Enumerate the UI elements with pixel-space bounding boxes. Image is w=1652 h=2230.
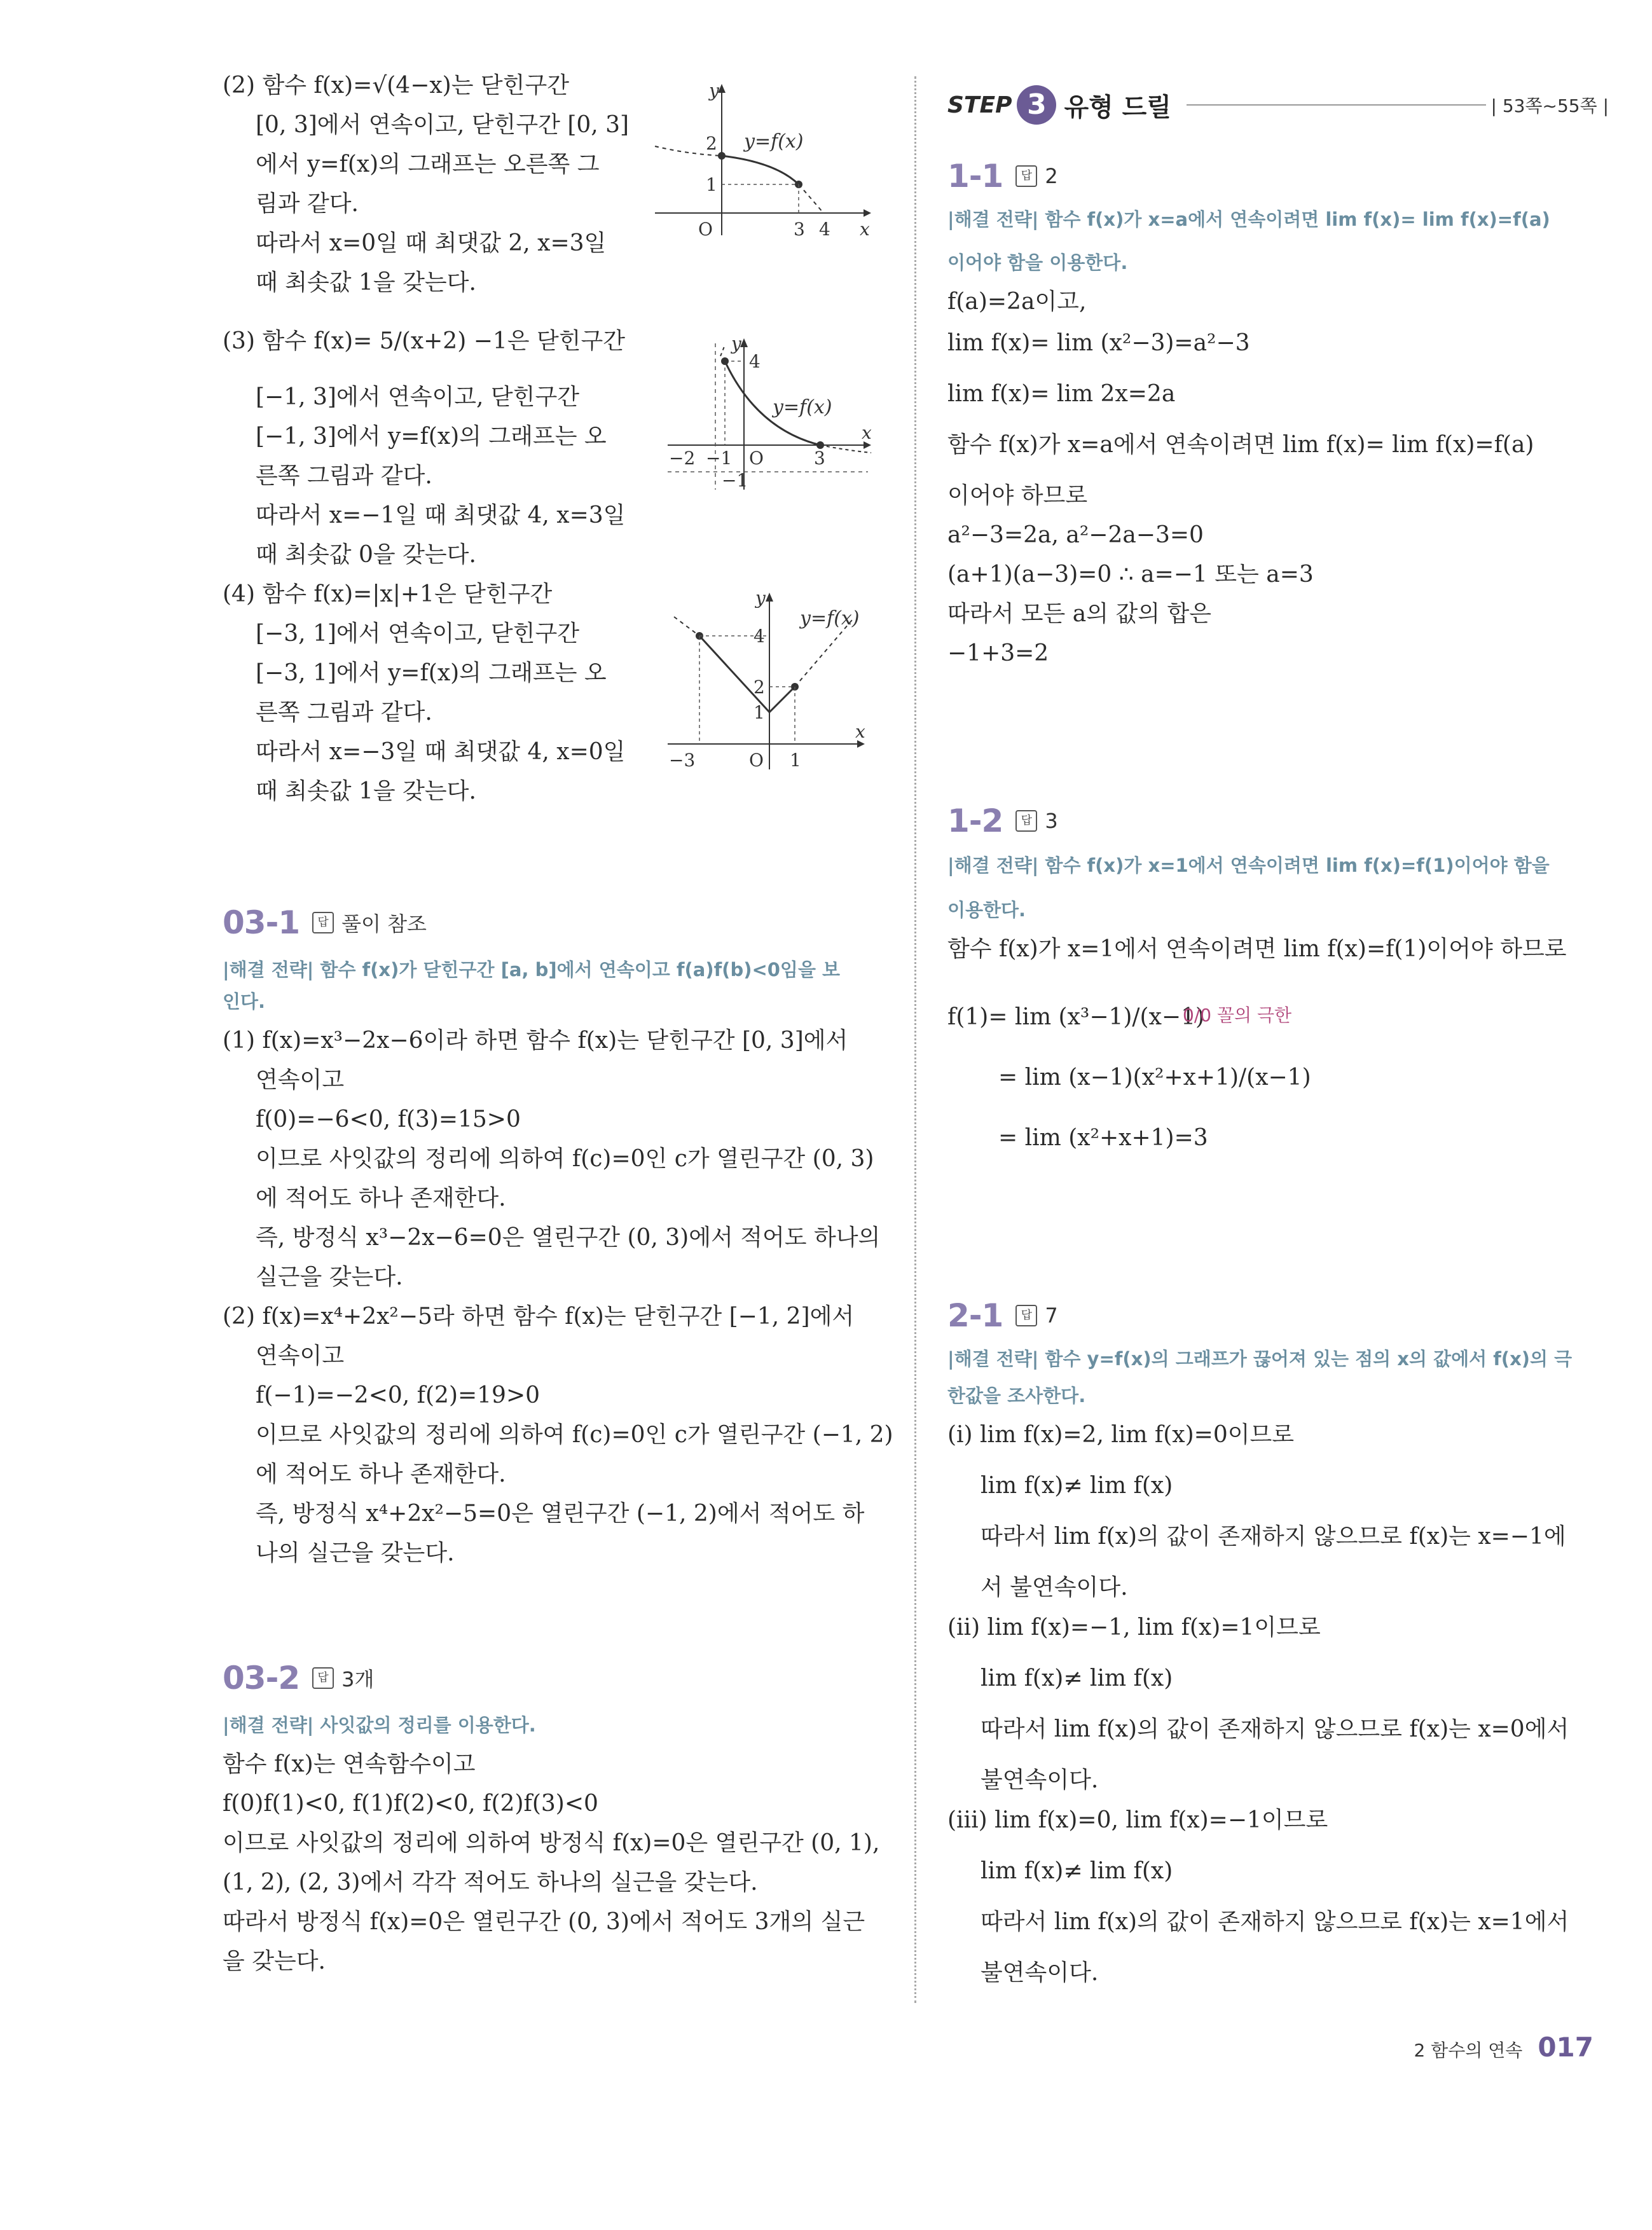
strategy-line-1: |해결 전략| 함수 f(x)가 x=1에서 연속이려면 lim f(x)=f(1)이어야 함을 bbox=[947, 855, 1550, 876]
s11-line-9: −1+3=2 bbox=[947, 640, 1049, 666]
strategy-line-2: 한값을 조사한다. bbox=[947, 1385, 1086, 1407]
s032-line-2: f(0)f(1)<0, f(1)f(2)<0, f(2)f(3)<0 bbox=[223, 1791, 598, 1817]
s11-line-6: a²−3=2a, a²−2a−3=0 bbox=[947, 522, 1204, 548]
tick-4: 4 bbox=[749, 351, 761, 372]
s032-line-1: 함수 f(x)는 연속함수이고 bbox=[223, 1751, 476, 1777]
x-axis-label: x bbox=[855, 721, 865, 742]
s031-line-7: 실근을 갖는다. bbox=[256, 1264, 403, 1290]
s21-line-5: (ii) lim f(x)=−1, lim f(x)=1이므로 bbox=[947, 1614, 1321, 1641]
s12-line-4: = lim (x²+x+1)=3 bbox=[998, 1125, 1208, 1151]
strategy-line-2: 이어야 함을 이용한다. bbox=[947, 252, 1128, 273]
tick-1-x: 1 bbox=[790, 750, 801, 771]
answer-value: 3개 bbox=[341, 1667, 375, 1691]
s21-line-3: 따라서 lim f(x)의 값이 존재하지 않으므로 f(x)는 x=−1에 bbox=[981, 1524, 1566, 1550]
p4-line-2: [−3, 1]에서 연속이고, 닫힌구간 bbox=[256, 621, 580, 647]
s21-line-12: 불연속이다. bbox=[981, 1960, 1099, 1986]
s031-line-8: (2) f(x)=x⁴+2x²−5라 하면 함수 f(x)는 닫힌구간 [−1, 2]에서 bbox=[223, 1304, 855, 1330]
step-header bbox=[947, 83, 1609, 127]
p4-line-6: 때 최솟값 1을 갖는다. bbox=[256, 778, 476, 804]
answer-icon: 답 bbox=[312, 1667, 334, 1689]
s21-line-9: (iii) lim f(x)=0, lim f(x)=−1이므로 bbox=[947, 1807, 1328, 1833]
tick-minus-3: −3 bbox=[669, 750, 696, 771]
limit-form-note: 0/0 꼴의 극한 bbox=[1183, 1005, 1292, 1026]
p2-line-3: 에서 y=f(x)의 그래프는 오른쪽 그 bbox=[256, 151, 600, 177]
p3-line-1: (3) 함수 f(x)= 5/(x+2) −1은 닫힌구간 bbox=[223, 328, 626, 354]
s031-line-14: 나의 실근을 갖는다. bbox=[256, 1540, 455, 1566]
tick-4: 4 bbox=[754, 626, 765, 647]
section-03-1-header bbox=[223, 904, 427, 941]
answer-value: 7 bbox=[1045, 1304, 1058, 1328]
strategy-line-1: |해결 전략| 함수 y=f(x)의 그래프가 끊어져 있는 점의 x의 값에서 f(x)의 극 bbox=[947, 1348, 1573, 1370]
p3-line-5: 따라서 x=−1일 때 최댓값 4, x=3일 bbox=[256, 502, 626, 528]
step-number-badge: 3 bbox=[1017, 85, 1056, 125]
s11-line-2: lim f(x)= lim (x²−3)=a²−3 bbox=[947, 330, 1250, 356]
s12-line-2: f(1)= lim (x³−1)/(x−1) bbox=[947, 1004, 1205, 1030]
answer-value: 2 bbox=[1045, 164, 1058, 188]
strategy-line-2: 이용한다. bbox=[947, 899, 1026, 921]
tick-2: 2 bbox=[754, 677, 765, 698]
tick-1: 1 bbox=[706, 174, 717, 195]
tick-minus-1: −1 bbox=[706, 448, 733, 469]
p2-line-2: [0, 3]에서 연속이고, 닫힌구간 [0, 3] bbox=[256, 112, 630, 138]
p4-line-4: 른쪽 그림과 같다. bbox=[256, 699, 432, 726]
s031-line-9: 연속이고 bbox=[256, 1343, 345, 1369]
page-number: 017 bbox=[1538, 2032, 1593, 2063]
answer-value: 풀이 참조 bbox=[341, 912, 427, 936]
s031-line-3: f(0)=−6<0, f(3)=15>0 bbox=[256, 1106, 521, 1132]
s11-line-5: 이어야 하므로 bbox=[947, 483, 1088, 509]
s21-line-6: lim f(x)≠ lim f(x) bbox=[981, 1665, 1173, 1691]
s12-line-3: = lim (x−1)(x²+x+1)/(x−1) bbox=[998, 1064, 1311, 1091]
tick-2: 2 bbox=[706, 133, 717, 154]
x-axis-label: x bbox=[862, 422, 872, 443]
tick-minus-1-y: −1 bbox=[722, 470, 748, 491]
s21-line-7: 따라서 lim f(x)의 값이 존재하지 않으므로 f(x)는 x=0에서 bbox=[981, 1716, 1569, 1742]
origin-label: O bbox=[698, 219, 713, 240]
y-axis-label: y bbox=[731, 333, 741, 354]
s031-line-10: f(−1)=−2<0, f(2)=19>0 bbox=[256, 1382, 540, 1408]
page-footer bbox=[1414, 2032, 1593, 2063]
s032-line-6: 을 갖는다. bbox=[223, 1948, 326, 1974]
step-title: 유형 드릴 bbox=[1064, 92, 1171, 122]
strategy-line-1: |해결 전략| 함수 f(x)가 x=a에서 연속이려면 lim f(x)= lim f(x)=f(a) bbox=[947, 209, 1550, 230]
s031-line-5: 에 적어도 하나 존재한다. bbox=[256, 1185, 506, 1211]
s21-line-8: 불연속이다. bbox=[981, 1767, 1099, 1793]
s12-line-1: 함수 f(x)가 x=1에서 연속이려면 lim f(x)=f(1)이어야 하므로 bbox=[947, 936, 1567, 962]
p2-line-4: 림과 같다. bbox=[256, 191, 359, 217]
answer-icon: 답 bbox=[1015, 165, 1037, 187]
graph-sqrt bbox=[649, 76, 878, 242]
s11-line-3: lim f(x)= lim 2x=2a bbox=[947, 381, 1176, 407]
y-axis-label: y bbox=[755, 588, 766, 609]
s21-line-1: (i) lim f(x)=2, lim f(x)=0이므로 bbox=[947, 1422, 1295, 1448]
p3-line-6: 때 최솟값 0을 갖는다. bbox=[256, 542, 476, 568]
section-number: 03-2 bbox=[223, 1660, 300, 1697]
p3-line-2: [−1, 3]에서 연속이고, 닫힌구간 bbox=[256, 384, 580, 410]
s031-line-13: 즉, 방정식 x⁴+2x²−5=0은 열린구간 (−1, 2)에서 적어도 하 bbox=[256, 1501, 865, 1527]
line-label: y=f(x) bbox=[800, 607, 860, 630]
tick-1: 1 bbox=[754, 702, 765, 723]
p2-line-1: (2) 함수 f(x)=√(4−x)는 닫힌구간 bbox=[223, 72, 570, 99]
origin-label: O bbox=[749, 750, 764, 771]
column-divider bbox=[914, 76, 916, 2003]
p2-line-5: 따라서 x=0일 때 최댓값 2, x=3일 bbox=[256, 230, 607, 256]
s031-line-1: (1) f(x)=x³−2x−6이라 하면 함수 f(x)는 닫힌구간 [0, 3]에서 bbox=[223, 1028, 848, 1054]
section-number: 03-1 bbox=[223, 904, 300, 941]
s032-line-4: (1, 2), (2, 3)에서 각각 적어도 하나의 실근을 갖는다. bbox=[223, 1869, 758, 1896]
origin-label: O bbox=[749, 448, 764, 469]
strategy-line-2: 인다. bbox=[223, 991, 266, 1012]
answer-value: 3 bbox=[1045, 809, 1058, 833]
answer-icon: 답 bbox=[1015, 1305, 1037, 1326]
s11-line-4: 함수 f(x)가 x=a에서 연속이려면 lim f(x)= lim f(x)=f(a) bbox=[947, 432, 1534, 458]
p4-line-3: [−3, 1]에서 y=f(x)의 그래프는 오 bbox=[256, 660, 607, 686]
section-1-2-header bbox=[947, 802, 1058, 839]
section-number: 1-2 bbox=[947, 802, 1003, 839]
step-word: STEP bbox=[947, 92, 1012, 118]
s21-line-10: lim f(x)≠ lim f(x) bbox=[981, 1858, 1173, 1884]
graph-absolute bbox=[661, 585, 878, 776]
graph-rational bbox=[661, 331, 878, 496]
y-axis-label: y bbox=[709, 80, 719, 101]
tick-4: 4 bbox=[819, 219, 830, 240]
s11-line-7: (a+1)(a−3)=0 ∴ a=−1 또는 a=3 bbox=[947, 561, 1314, 588]
answer-icon: 답 bbox=[312, 912, 334, 933]
tick-minus-2: −2 bbox=[669, 448, 696, 469]
s031-line-11: 이므로 사잇값의 정리에 의하여 f(c)=0인 c가 열린구간 (−1, 2) bbox=[256, 1422, 893, 1448]
tick-3: 3 bbox=[814, 448, 825, 469]
p4-line-1: (4) 함수 f(x)=|x|+1은 닫힌구간 bbox=[223, 581, 553, 607]
p2-line-6: 때 최솟값 1을 갖는다. bbox=[256, 270, 476, 296]
section-1-1-header bbox=[947, 158, 1058, 195]
step-pages: | 53쪽~55쪽 | bbox=[1490, 95, 1609, 116]
s21-line-2: lim f(x)≠ lim f(x) bbox=[981, 1473, 1173, 1499]
section-03-2-header bbox=[223, 1660, 374, 1697]
x-axis-label: x bbox=[860, 219, 870, 240]
s031-line-6: 즉, 방정식 x³−2x−6=0은 열린구간 (0, 3)에서 적어도 하나의 bbox=[256, 1225, 881, 1251]
section-2-1-header bbox=[947, 1297, 1058, 1334]
p3-line-4: 른쪽 그림과 같다. bbox=[256, 463, 432, 489]
strategy-line: |해결 전략| 사잇값의 정리를 이용한다. bbox=[223, 1714, 536, 1736]
chapter-label: 2 함수의 연속 bbox=[1414, 2040, 1523, 2061]
p3-line-3: [−1, 3]에서 y=f(x)의 그래프는 오 bbox=[256, 423, 607, 450]
curve-label: y=f(x) bbox=[744, 130, 804, 153]
answer-icon: 답 bbox=[1015, 810, 1037, 832]
strategy-line-1: |해결 전략| 함수 f(x)가 닫힌구간 [a, b]에서 연속이고 f(a)f(b)<0임을 보 bbox=[223, 959, 841, 981]
s031-line-4: 이므로 사잇값의 정리에 의하여 f(c)=0인 c가 열린구간 (0, 3) bbox=[256, 1146, 874, 1172]
s11-line-1: f(a)=2a이고, bbox=[947, 289, 1087, 315]
s032-line-3: 이므로 사잇값의 정리에 의하여 방정식 f(x)=0은 열린구간 (0, 1), bbox=[223, 1830, 880, 1856]
section-number: 1-1 bbox=[947, 158, 1003, 195]
p4-line-5: 따라서 x=−3일 때 최댓값 4, x=0일 bbox=[256, 739, 626, 765]
s031-line-12: 에 적어도 하나 존재한다. bbox=[256, 1461, 506, 1487]
tick-3: 3 bbox=[794, 219, 805, 240]
curve-label: y=f(x) bbox=[773, 396, 832, 418]
s21-line-4: 서 불연속이다. bbox=[981, 1574, 1128, 1600]
s21-line-11: 따라서 lim f(x)의 값이 존재하지 않으므로 f(x)는 x=1에서 bbox=[981, 1909, 1569, 1935]
s031-line-2: 연속이고 bbox=[256, 1067, 345, 1093]
s032-line-5: 따라서 방정식 f(x)=0은 열린구간 (0, 3)에서 적어도 3개의 실근 bbox=[223, 1909, 865, 1935]
s11-line-8: 따라서 모든 a의 값의 합은 bbox=[947, 601, 1211, 627]
section-number: 2-1 bbox=[947, 1297, 1003, 1334]
step-rule bbox=[1187, 104, 1486, 106]
